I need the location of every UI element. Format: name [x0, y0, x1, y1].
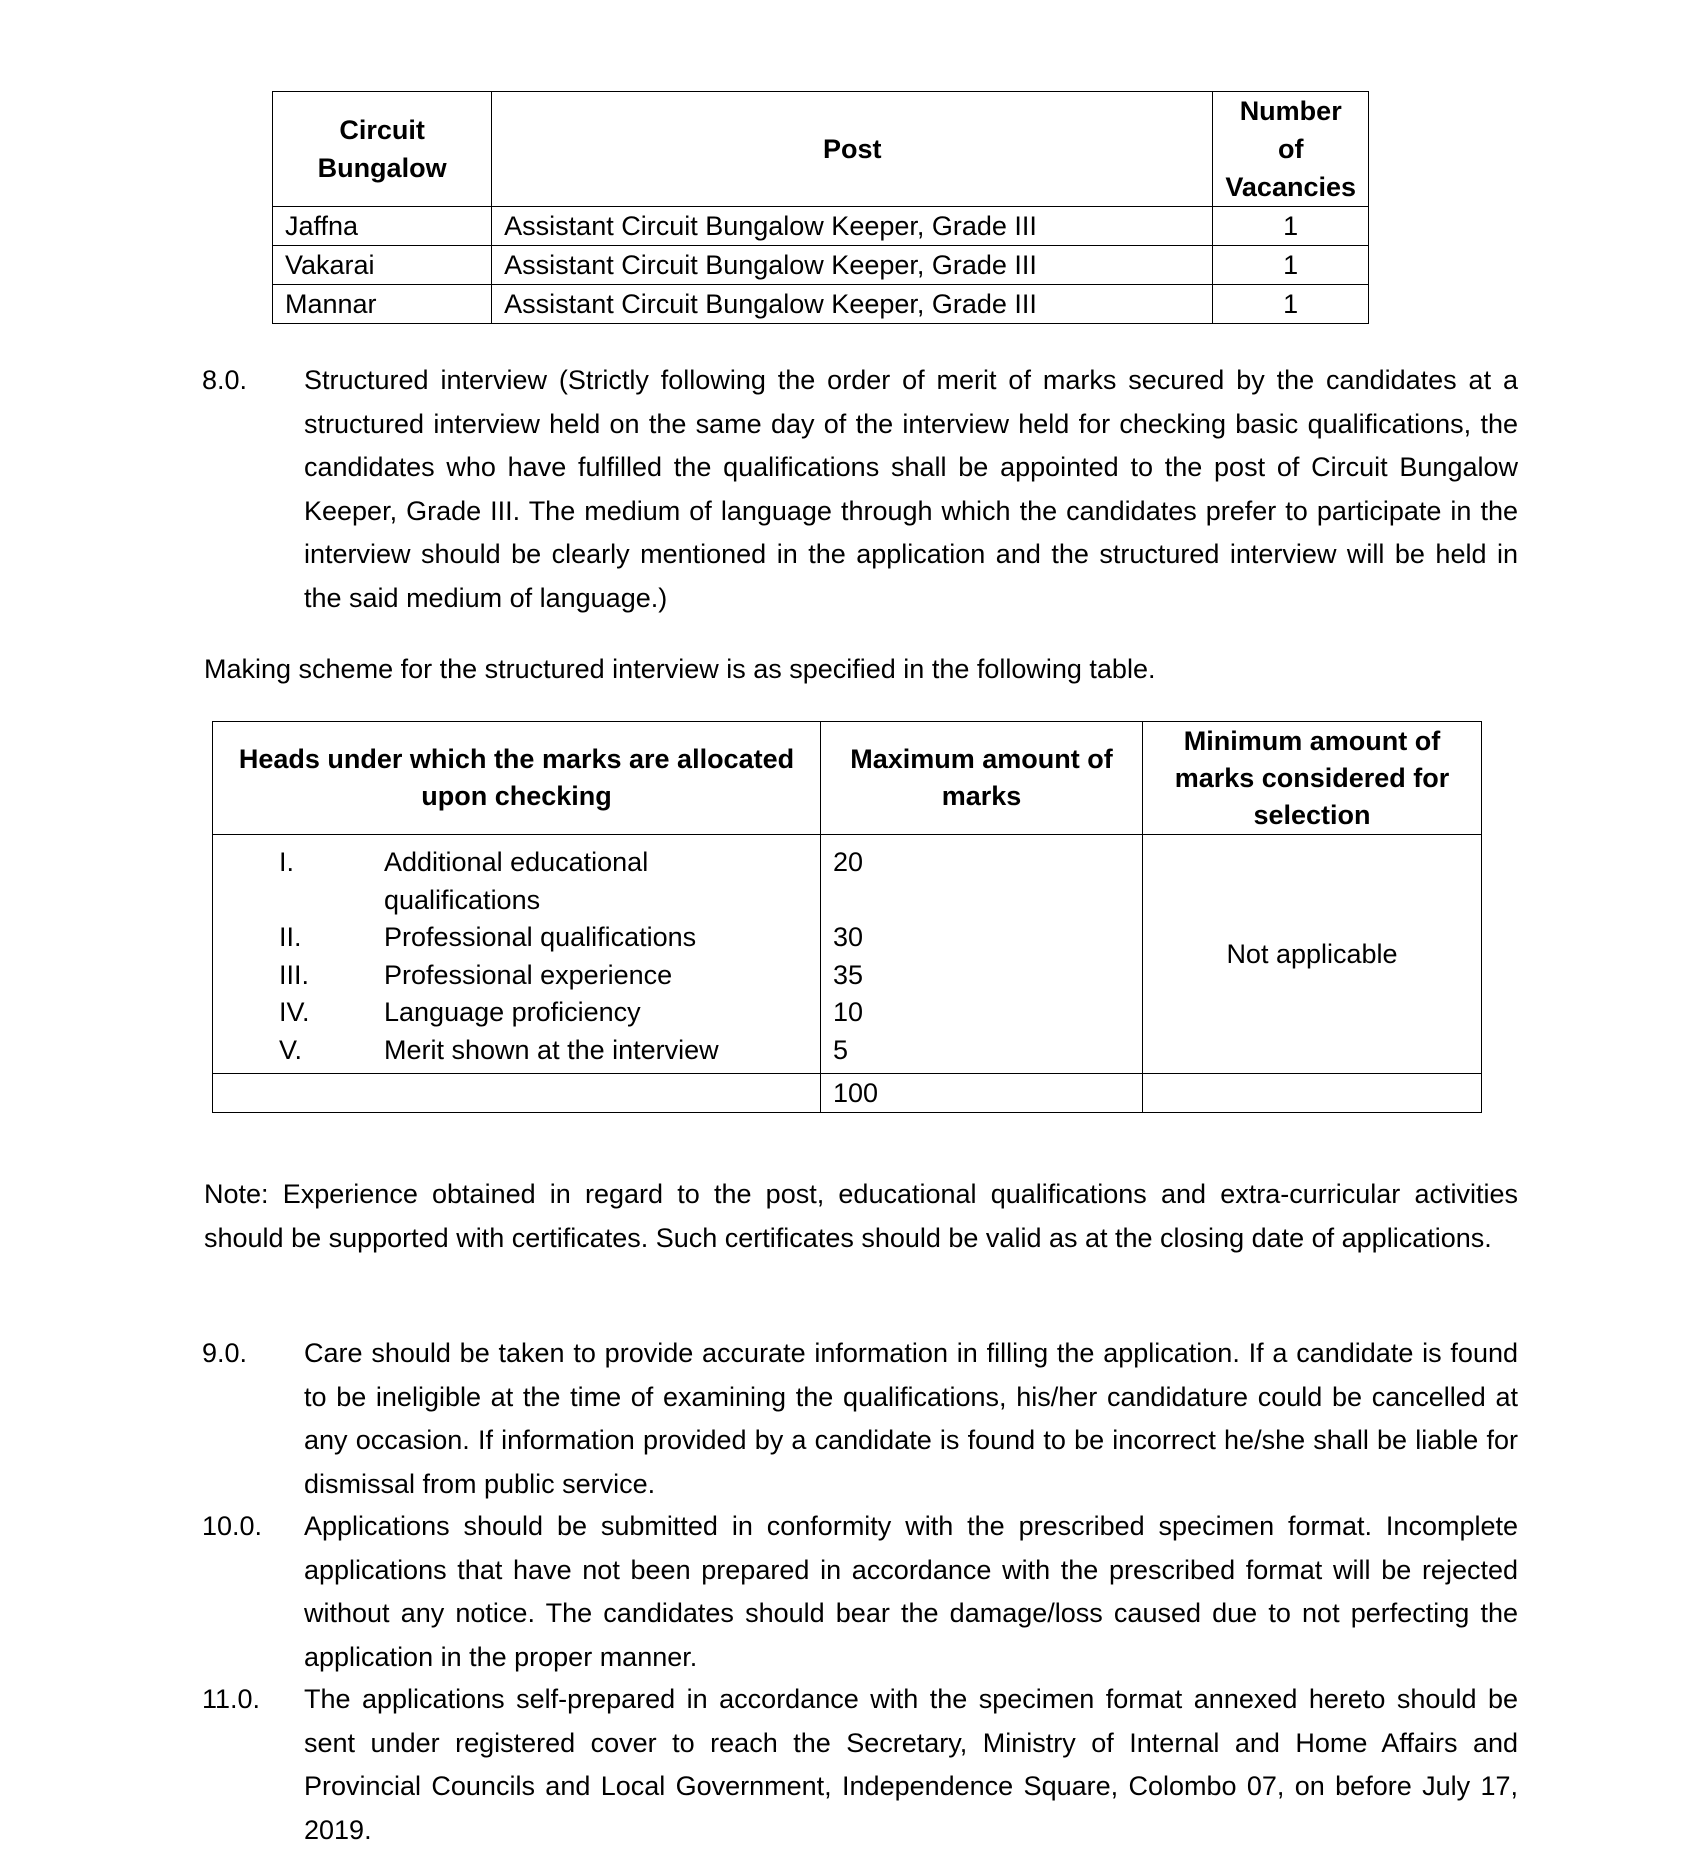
section-8-paragraph [202, 359, 1518, 620]
section-11-paragraph [202, 1678, 1518, 1852]
numeral: IV. [279, 997, 310, 1027]
post-cell: Assistant Circuit Bungalow Keeper, Grade III [492, 246, 1213, 285]
total-row [213, 1074, 1482, 1113]
vacancy-header-row [273, 92, 1369, 207]
section-8-text: Structured interview (Strictly following the order of merit of marks secured by the candidates at a structured interview held on the same day of the interview held for checking basic qualifications, the candidates who have fulfilled the qualifications shall be appointed to the post of Circuit Bungalow Keeper, Grade III. The medium of language through which the candidates prefer to participate in the interview should be clearly mentioned in the application and the structured interview will be held in the said medium of language.) [304, 365, 1518, 613]
section-11-text: The applications self-prepared in accordance with the specimen format annexed hereto should be sent under registered cover to reach the Secretary, Ministry of Internal and Home Affairs and Provincial Councils and Local Government, Independence Square, Colombo 07, on before July 17, 2019. [304, 1684, 1518, 1845]
numeral: I. [279, 847, 295, 877]
marking-scheme-intro: Making scheme for the structured interview is as specified in the following table. [204, 654, 1156, 684]
vacancies-cell: 1 [1213, 246, 1369, 285]
header-heads: Heads under which the marks are allocated upon checking [213, 722, 821, 835]
marks-table [212, 721, 1482, 1113]
section-10-paragraph [202, 1505, 1518, 1679]
heads-list [225, 844, 808, 1069]
vacancy-table [272, 91, 1369, 324]
header-number-of-vacancies: Number of Vacancies [1213, 92, 1369, 207]
max-marks-list [833, 844, 1130, 1069]
bungalow-cell: Jaffna [273, 207, 492, 246]
section-11-number: 11.0. [202, 1684, 261, 1714]
numeral: II. [279, 922, 302, 952]
post-cell: Assistant Circuit Bungalow Keeper, Grade III [492, 207, 1213, 246]
max-mark-value: 30 [833, 922, 864, 952]
section-9-number: 9.0. [202, 1338, 248, 1368]
section-10-number: 10.0. [202, 1511, 263, 1541]
section-9-paragraph [202, 1332, 1518, 1506]
vacancies-cell: 1 [1213, 285, 1369, 324]
marks-header-row [213, 722, 1482, 835]
note-text: Experience obtained in regard to the post, educational qualifications and extra-curricular activities should be supported with certificates. Such certificates should be valid as at the closing date of applications. [204, 1179, 1518, 1253]
bungalow-cell: Vakarai [273, 246, 492, 285]
head-label: Merit shown at the interview [384, 1034, 719, 1065]
section-8-number: 8.0. [202, 365, 248, 395]
marks-body-row [213, 835, 1482, 1074]
max-mark-value: 35 [833, 959, 864, 990]
header-circuit-bungalow: Circuit Bungalow [273, 92, 492, 207]
max-mark-value: 20 [833, 847, 864, 877]
post-cell: Assistant Circuit Bungalow Keeper, Grade III [492, 285, 1213, 324]
head-label: Language proficiency [384, 997, 641, 1027]
head-label: Professional qualifications [384, 922, 697, 952]
vacancies-cell: 1 [1213, 207, 1369, 246]
max-mark-value: 5 [833, 1034, 849, 1065]
max-mark-value: 10 [833, 997, 864, 1027]
numeral: III. [279, 959, 310, 990]
table-row [273, 246, 1369, 285]
numeral: V. [279, 1034, 303, 1065]
minimum-marks-cell: Not applicable [1143, 835, 1482, 1074]
total-value-cell: 100 [821, 1074, 1143, 1113]
total-empty-cell [1143, 1074, 1482, 1113]
table-row [273, 285, 1369, 324]
table-row [273, 207, 1369, 246]
header-post: Post [492, 92, 1213, 207]
total-label-cell [213, 1074, 821, 1113]
max-marks-cell [821, 835, 1143, 1074]
head-label: Additional educational qualifications [384, 847, 649, 915]
note-paragraph [204, 1173, 1518, 1260]
section-10-text: Applications should be submitted in conformity with the prescribed specimen format. Incomplete applications that have not been prepared in accordance with the prescribed format will be rejected without any notice. The candidates should bear the damage/loss caused due to not perfecting the application in the proper manner. [304, 1511, 1518, 1672]
note-label: Note: [204, 1179, 269, 1209]
bungalow-cell: Mannar [273, 285, 492, 324]
header-minimum-marks: Minimum amount of marks considered for selection [1143, 722, 1482, 835]
heads-cell [213, 835, 821, 1074]
head-label: Professional experience [384, 959, 673, 990]
section-9-text: Care should be taken to provide accurate information in filling the application. If a candidate is found to be ineligible at the time of examining the qualifications, his/her candidature could be cancelled at any occasion. If information provided by a candidate is found to be incorrect he/she shall be liable for dismissal from public service. [304, 1338, 1518, 1499]
header-maximum-marks: Maximum amount of marks [821, 722, 1143, 835]
